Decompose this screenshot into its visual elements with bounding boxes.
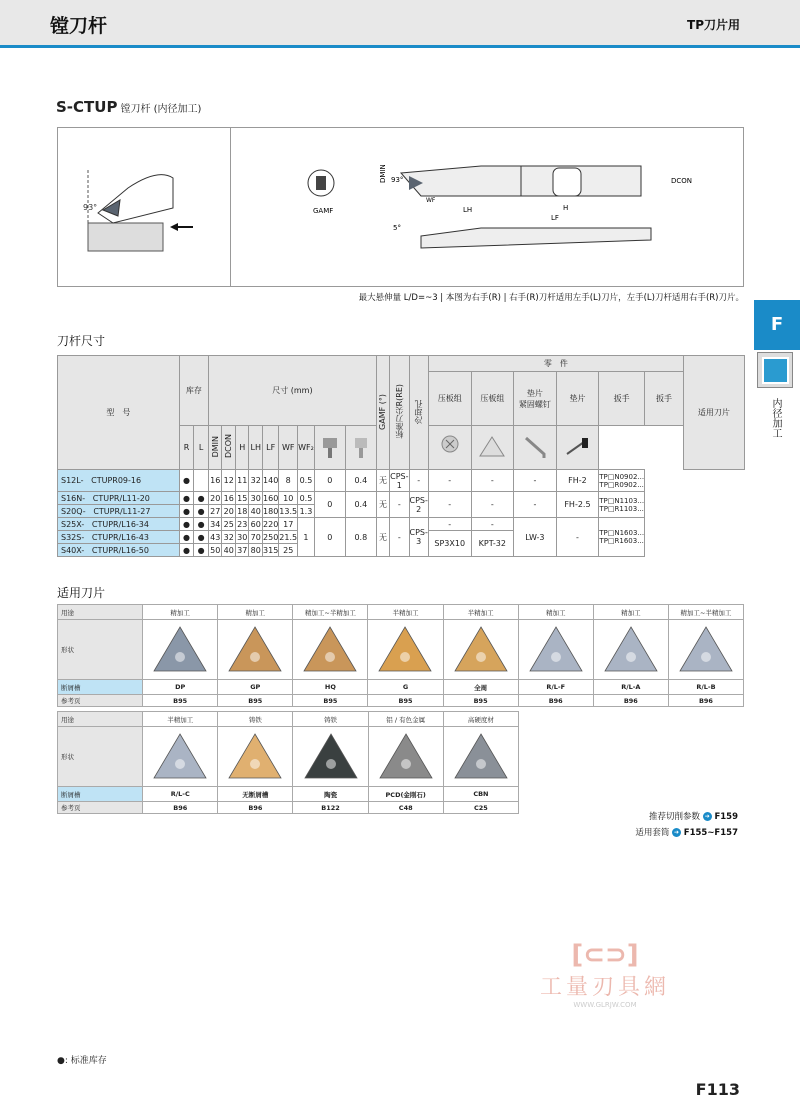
ref-sleeves[interactable] (635, 826, 738, 838)
breakers-row (58, 680, 744, 695)
insert-ref-page[interactable]: B96 (518, 695, 593, 707)
table-row (58, 492, 745, 505)
page-title: 镗刀杆 (50, 15, 108, 37)
insert-ref-page[interactable]: B95 (443, 695, 518, 707)
insert-shape (443, 620, 518, 680)
dmin-value: 50 (210, 545, 221, 555)
ref-label: 推荐切削参数 (649, 812, 701, 822)
stock-r: ● (179, 544, 194, 557)
lf-value: 180 (263, 506, 279, 516)
gamf-label: GAMF (313, 207, 334, 215)
sub-dcon: DCON (224, 434, 234, 459)
row-label-shape: 形状 (58, 727, 143, 787)
row-label-breaker: 断屑槽 (58, 787, 143, 802)
watermark (535, 940, 675, 1020)
insert-shape-icon (225, 730, 285, 782)
insert-shape (218, 620, 293, 680)
part-value: - (390, 518, 409, 557)
col-model: 型 号 (58, 356, 180, 470)
dcon-label: DCON (671, 177, 693, 185)
insert-shape (668, 620, 743, 680)
insert-shape-icon (375, 623, 435, 675)
insert-use: 精加工~半精加工 (293, 605, 368, 620)
insert-shape (293, 620, 368, 680)
h-value: 11 (235, 470, 249, 492)
header-category: TP刀片用 (687, 18, 740, 32)
insert-ref-page[interactable]: B96 (143, 802, 218, 814)
wf-value: 21.5 (279, 532, 298, 542)
insert-breaker: R/L-B (668, 680, 743, 695)
stock-r: ● (179, 492, 194, 505)
h-label: H (563, 204, 569, 212)
sub-lf: LF (263, 426, 279, 470)
insert-use: 精加工 (143, 605, 218, 620)
insert-breaker: 无断屑槽 (218, 787, 293, 802)
part-clamp-2: 压板组 (471, 372, 514, 426)
dcon-value: 40 (223, 545, 234, 555)
insert-shape (143, 620, 218, 680)
ref-page[interactable]: F155~F157 (683, 828, 738, 838)
col-re: 标准刀尖R(RE) (394, 384, 404, 439)
insert-shape (143, 727, 218, 787)
row-label-page: 参考页 (58, 695, 143, 707)
wf2-value: 1.3 (299, 506, 313, 516)
uses-row (58, 712, 519, 727)
model-cell: S25X- CTUPR/L16-34 (58, 518, 180, 531)
insert-use: 半精加工 (143, 712, 218, 727)
pages-row (58, 695, 744, 707)
insert-value: TP□N1603... TP□R1603... (599, 518, 645, 557)
part-value: - (514, 470, 557, 492)
insert-table-2 (57, 711, 519, 814)
dim-section-title: 刀杆尺寸 (57, 334, 106, 348)
ref-page[interactable]: F159 (714, 812, 738, 822)
lf-value: 250 (263, 532, 279, 542)
part-wrench-1: 扳手 (599, 372, 645, 426)
h-value: 18 (237, 506, 248, 516)
model-cell: S12L- CTUPR09-16 (58, 470, 180, 492)
gamf-value: 0 (314, 470, 345, 492)
insert-breaker: CBN (443, 787, 518, 802)
row-label-page: 参考页 (58, 802, 143, 814)
stock-r: ● (179, 518, 194, 531)
insert-shape (293, 727, 368, 787)
stock-legend: ●: 标准库存 (57, 1056, 107, 1066)
insert-ref-page[interactable]: B95 (293, 695, 368, 707)
wf-value: 25 (279, 544, 298, 557)
col-insert: 适用刀片 (683, 356, 744, 470)
insert-use: 铸铁 (293, 712, 368, 727)
wf2-value: 0.5 (299, 493, 313, 503)
dmin-value: 43 (210, 532, 221, 542)
col-coolant: 冷却孔 (414, 399, 424, 424)
product-desc: 镗刀杆 (内径加工) (120, 104, 202, 115)
insert-shape-icon (300, 623, 360, 675)
dmin-value: 20 (210, 493, 221, 503)
insert-ref-page[interactable]: C25 (443, 802, 518, 814)
h-value: 30 (237, 532, 248, 542)
part-value: - (471, 470, 514, 492)
lh-value: 70 (250, 532, 261, 542)
dcon-value: 25 (223, 519, 234, 529)
dcon-value: 20 (223, 506, 234, 516)
wf-label: WF (426, 197, 436, 204)
ref-label: 适用套筒 (635, 828, 670, 838)
h-value: 37 (237, 545, 248, 555)
insert-use: 高硬度材 (443, 712, 518, 727)
sub-lh: LH (249, 426, 263, 470)
stock-l: ● (194, 544, 209, 557)
insert-shape-icon (526, 623, 586, 675)
angle-label-1: 93° (83, 203, 98, 212)
wf-value: 8 (279, 470, 298, 492)
insert-breaker: R/L-F (518, 680, 593, 695)
part-value: - (428, 470, 471, 492)
insert-use: 精加工 (218, 605, 293, 620)
shapes-row (58, 620, 744, 680)
product-code: S-CTUP (56, 98, 118, 116)
insert-shape-icon (601, 623, 661, 675)
part-icon-clamp-2 (345, 426, 376, 470)
wf-value: 17 (279, 518, 298, 531)
stock-l: ● (194, 505, 209, 518)
stock-l: ● (194, 492, 209, 505)
re-value: 0.4 (345, 492, 376, 518)
insert-table-1 (57, 604, 744, 707)
insert-breaker: G (368, 680, 443, 695)
boring-section-icon (757, 352, 793, 388)
col-stock: 库存 (179, 356, 208, 426)
lh-value: 60 (250, 519, 261, 529)
insert-shape (368, 620, 443, 680)
insert-use: 精加工 (593, 605, 668, 620)
dmin-label: DMIN (379, 164, 387, 183)
insert-shape-icon (376, 730, 436, 782)
dcon-value: 16 (223, 493, 234, 503)
sub-wf2: WF₂ (298, 426, 315, 470)
side-section-label: 内径加工 (770, 398, 781, 438)
insert-shape (218, 727, 293, 787)
stock-l: ● (194, 531, 209, 544)
lf-value: 160 (263, 493, 279, 503)
insert-shape-icon (225, 623, 285, 675)
angle-label-3: 5° (393, 224, 401, 232)
insert-ref-page[interactable]: B96 (668, 695, 743, 707)
dcon-value: 32 (223, 532, 234, 542)
wf-value: 10 (279, 492, 298, 505)
insert-use: 精加工 (518, 605, 593, 620)
lh-value: 32 (249, 470, 263, 492)
part-value: - (556, 518, 599, 557)
insert-section-title: 适用刀片 (57, 586, 106, 600)
insert-breaker: 陶瓷 (293, 787, 368, 802)
ref-cutting-params[interactable] (649, 810, 738, 822)
part-value: FH-2 (556, 470, 599, 492)
insert-shape (368, 727, 443, 787)
page-number: F113 (695, 1080, 740, 1099)
sub-r: R (179, 426, 194, 470)
page-header (0, 0, 800, 48)
insert-breaker: GP (218, 680, 293, 695)
col-parts: 零 件 (428, 356, 683, 372)
stock-l (194, 470, 209, 492)
insert-breaker: PCD(金刚石) (368, 787, 443, 802)
insert-ref-page[interactable]: B95 (143, 695, 218, 707)
insert-use: 精加工~半精加工 (668, 605, 743, 620)
table-row (58, 470, 745, 492)
watermark-logo-icon: [⊂⊃] (571, 940, 639, 970)
insert-breaker: DP (143, 680, 218, 695)
boring-schematic (58, 128, 230, 286)
row-label-use: 用途 (58, 712, 143, 727)
part-value: KPT-32 (471, 531, 514, 557)
lh-value: 30 (250, 493, 261, 503)
watermark-url: WWW.GLRJW.COM (573, 1001, 637, 1009)
lh-value: 40 (250, 506, 261, 516)
part-value: - (428, 492, 471, 518)
part-wrench-2: 扳手 (645, 372, 684, 426)
product-title (56, 98, 201, 116)
coolant-value: 无 (376, 470, 389, 492)
insert-shape-icon (301, 730, 361, 782)
dimension-table (57, 355, 745, 557)
insert-ref-page[interactable]: B95 (218, 695, 293, 707)
torx-wrench-icon (556, 426, 599, 470)
stock-r: ● (179, 470, 194, 492)
insert-ref-page[interactable]: B122 (293, 802, 368, 814)
shapes-row (58, 727, 519, 787)
model-cell: S40X- CTUPR/L16-50 (58, 544, 180, 557)
wf2-value: 1 (298, 518, 315, 557)
re-value: 0.8 (345, 518, 376, 557)
re-value: 0.4 (345, 470, 376, 492)
wf-value: 13.5 (279, 506, 298, 516)
screw-icon (428, 426, 471, 470)
part-value: SP3X10 (428, 531, 471, 557)
gamf-value: 0 (314, 492, 345, 518)
insert-use: 半精加工 (443, 605, 518, 620)
insert-shape (518, 620, 593, 680)
insert-ref-page[interactable]: B96 (593, 695, 668, 707)
part-icon-clamp-1 (314, 426, 345, 470)
row-label-shape: 形状 (58, 620, 143, 680)
model-cell: S16N- CTUPR/L11-20 (58, 492, 180, 505)
pages-row (58, 802, 519, 814)
sub-h: H (235, 426, 249, 470)
breakers-row (58, 787, 519, 802)
part-value: - (409, 470, 428, 492)
coolant-value: 无 (376, 492, 389, 518)
h-value: 15 (237, 493, 248, 503)
insert-value: TP□N0902... TP□R0902... (599, 470, 645, 492)
part-value: - (390, 492, 409, 518)
part-value: - (428, 518, 471, 531)
part-value: CPS-3 (409, 518, 428, 557)
stock-l: ● (194, 518, 209, 531)
hex-wrench-icon (514, 426, 557, 470)
insert-shape-icon (150, 730, 210, 782)
lf-value: 220 (263, 519, 279, 529)
dmin-value: 16 (208, 470, 222, 492)
sub-wf: WF (279, 426, 298, 470)
angle-label-2: 93° (391, 176, 404, 184)
insert-ref-page[interactable]: B96 (218, 802, 293, 814)
lf-value: 140 (263, 470, 279, 492)
part-shim: 垫片 (556, 372, 599, 426)
part-clamp-1: 压板组 (428, 372, 471, 426)
insert-shape-icon (451, 623, 511, 675)
table-row (58, 518, 745, 531)
part-value: - (514, 492, 557, 518)
part-value: CPS-1 (390, 471, 409, 490)
insert-use: 铸铁 (218, 712, 293, 727)
drawing-note: 最大悬伸量 L/D=~3 | 本图为右手(R) | 右手(R)刀杆适用左手(L)刀片，左手(L)刀杆适用右手(R)刀片。 (358, 293, 744, 303)
insert-breaker: HQ (293, 680, 368, 695)
insert-ref-page[interactable]: C48 (368, 802, 443, 814)
insert-shape (443, 727, 518, 787)
insert-breaker: R/L-C (143, 787, 218, 802)
col-gamf: GAMF (°) (378, 393, 388, 430)
insert-use: 铝 / 有色金属 (368, 712, 443, 727)
uses-row (58, 605, 744, 620)
insert-shape-icon (451, 730, 511, 782)
dcon-value: 12 (222, 470, 236, 492)
sub-dmin: DMIN (210, 435, 220, 458)
row-label-breaker: 断屑槽 (58, 680, 143, 695)
stock-r: ● (179, 505, 194, 518)
part-value: - (471, 492, 514, 518)
arrow-right-icon: ➜ (704, 813, 710, 820)
h-value: 23 (237, 519, 248, 529)
lh-label: LH (463, 206, 473, 214)
model-cell: S32S- CTUPR/L16-43 (58, 531, 180, 544)
tool-dimension-drawing (231, 128, 746, 286)
wf2-value: 0.5 (298, 470, 315, 492)
insert-breaker: R/L-A (593, 680, 668, 695)
lh-value: 80 (250, 545, 261, 555)
lf-value: 315 (263, 545, 279, 555)
watermark-text: 工量刃具網 (539, 975, 670, 1000)
part-shim-screw: 垫片 紧固螺钉 (514, 372, 557, 426)
part-value: CPS-2 (409, 492, 428, 518)
col-size: 尺寸 (mm) (208, 356, 376, 426)
gamf-value: 0 (314, 518, 345, 557)
insert-shape (593, 620, 668, 680)
model-cell: S20Q- CTUPR/L11-27 (58, 505, 180, 518)
insert-use: 半精加工 (368, 605, 443, 620)
lf-label: LF (551, 214, 559, 222)
sub-l: L (194, 426, 209, 470)
insert-shape-icon (676, 623, 736, 675)
insert-shape-icon (150, 623, 210, 675)
insert-value: TP□N1103... TP□R1103... (599, 492, 645, 518)
part-value: - (471, 518, 514, 531)
insert-ref-page[interactable]: B95 (368, 695, 443, 707)
insert-breaker: 全周 (443, 680, 518, 695)
arrow-right-icon: ➜ (674, 829, 680, 836)
tool-drawing (57, 127, 744, 287)
dmin-value: 27 (210, 506, 221, 516)
part-value: LW-3 (514, 518, 557, 557)
stock-r: ● (179, 531, 194, 544)
row-label-use: 用途 (58, 605, 143, 620)
coolant-value: 无 (376, 518, 389, 557)
dmin-value: 34 (210, 519, 221, 529)
part-value: FH-2.5 (556, 492, 599, 518)
section-tab-f[interactable]: F (754, 300, 800, 350)
shim-icon (471, 426, 514, 470)
